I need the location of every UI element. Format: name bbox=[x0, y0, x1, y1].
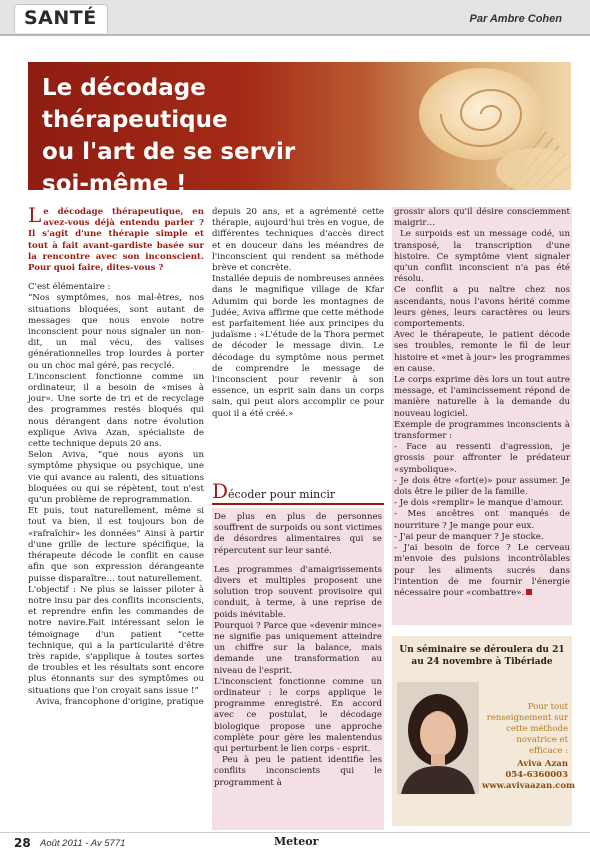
issue-date: Août 2011 - Av 5771 bbox=[40, 838, 126, 849]
list-item: - J'ai peur de manquer ? Je stocke. bbox=[394, 531, 544, 542]
paragraph: Et puis, tout naturellement, même si tout va bien, il est toujours bon de «rafraîchir» les données” Ainsi à partir d'une grille de lecture spécifique, la thérapeute décode le conflit en cause afin que son expression dérangeante puisse disparaître… tout naturellement. bbox=[28, 506, 204, 584]
paragraph: Installée depuis de nombreuses années dans le magnifique village de Kfar Adumim qui borde les montagnes de Judée, Aviva affirme que cette méthode est parfaitement liée aux principes du judaïsme : «L'étude de la Thora permet de décoder le message divin. Le décodage du symptôme nous permet de comprendre le message de l'inconscient pour revenir à son essence, un esprit sain dans un corps sain, qui peut alors accomplir ce pour quoi il a été créé.» bbox=[212, 274, 385, 419]
paragraph: Les programmes d'amaigrissements divers et multiples proposent une solution trop souvent provisoire qui conduit, à terme, à une reprise de poids inévitable. bbox=[214, 564, 382, 620]
paragraph: Ce conflit a pu naître chez nos ascendants, nous l'avons hérité comme leurs gènes, leurs caractères ou leurs comportements. bbox=[394, 285, 570, 330]
paragraph: Peu à peu le patient identifie les conflits inconscients qui le programment à bbox=[214, 755, 382, 788]
portrait-photo bbox=[397, 682, 479, 794]
paragraph: “Nos symptômes, nos mal-êtres, nos situations bloquées, sont autant de messages que nous envoie notre inconscient pour nous signaler un non-dit, un mal vécu, des valises générationnelles trop lourdes à porter ou un choc mal géré, pas recyclé. bbox=[28, 293, 204, 371]
paragraph: Le corps exprime dès lors un tout autre message, et l'amincissement répond de manière naturelle à la demande du nouveau logiciel. bbox=[394, 375, 570, 419]
footer-divider bbox=[0, 832, 590, 833]
section-title: SANTÉ bbox=[24, 7, 97, 29]
list-item: - Je dois «remplir» le manque d'amour. bbox=[394, 498, 564, 509]
paragraph: L'inconscient fonctionne comme un ordinateur, il a besoin de «mises à jour». Une sorte de tri et de recyclage des programmes restés bloqués qui nous dérangent dans notre évolution explique Aviva Azan, spécialiste de cette technique depuis 20 ans. bbox=[28, 371, 204, 450]
paragraph: depuis 20 ans, et a agrémenté cette thérapie, aujourd'hui très en vogue, de différentes techniques d'accès direct et en douceur dans les méandres de l'inconscient qui rendent sa méthode brève et concrète. bbox=[212, 207, 384, 274]
paragraph: Aviva, francophone d'origine, pratique bbox=[36, 696, 204, 707]
intro-paragraph bbox=[28, 203, 204, 274]
page-number: 28 bbox=[14, 836, 31, 850]
paragraph: Selon Aviva, “que nous ayons un symptôme physique ou psychique, une vie qui avance au ralenti, des situations bloquées ou qui se répètent, tout n'est qu'un problème de reprogrammation. bbox=[28, 450, 204, 506]
contact-phone: 054-6360003 bbox=[505, 770, 568, 780]
intro-text: e décodage thérapeutique, en avez-vous déjà entendu parler ? Il s'agit d'une thérapie simple et tout à fait avant-gardiste basée sur la rencontre avec son inconscient. Pour quoi faire, dites-vous ? bbox=[28, 207, 204, 274]
contact-name: Aviva Azan bbox=[517, 759, 568, 769]
title-line-1: Le décodage thérapeutique bbox=[42, 75, 228, 133]
list-item-text: - J'ai besoin de force ? Le cerveau m'envoie des pulsions incontrôlables pour les aliments sucrés dans l'intention de me fournir l'énergie nécessaire pour «combattre». bbox=[394, 543, 570, 598]
paragraph: C'est élémentaire : bbox=[28, 282, 111, 293]
author-byline: Par Ambre Cohen bbox=[469, 13, 562, 25]
seminar-title: Un séminaire se déroulera du 21 au 24 novembre à Tibériade bbox=[399, 645, 565, 667]
list-item: - Mes ancêtres ont manqués de nourriture ? Je mange pour eux. bbox=[394, 509, 570, 531]
paragraph: Exemple de programmes inconscients à transformer : bbox=[394, 419, 570, 442]
column-2-lower bbox=[212, 508, 384, 830]
seminar-contact bbox=[482, 702, 575, 792]
paragraph: grossir alors qu'il désire consciemment maigrir… bbox=[394, 207, 570, 229]
portrait-illustration bbox=[397, 682, 479, 794]
list-item: - Je dois être «fort(e)» pour assumer. Je dois être le pilier de la famille. bbox=[394, 475, 570, 498]
paragraph: De plus en plus de personnes souffrent de surpoids ou sont victimes de désordres alimentaires qui se répercutent sur leur santé. bbox=[214, 512, 382, 556]
column-1 bbox=[28, 203, 204, 708]
list-item bbox=[394, 543, 570, 599]
magazine-logo: Meteor bbox=[274, 835, 319, 848]
paragraph: Avec le thérapeute, le patient décode ses troubles, remonte le fil de leur histoire et «met à jour» les programmes en cause. bbox=[394, 330, 570, 374]
column-2 bbox=[212, 207, 384, 420]
header-divider bbox=[0, 34, 590, 36]
paragraph: Pourquoi ? Parce que «devenir mince» ne signifie pas uniquement atteindre un chiffre sur la balance, mais demande une transformation au niveau de l'esprit. bbox=[214, 620, 382, 676]
contact-website[interactable]: www.avivaazan.com bbox=[482, 781, 575, 791]
subheading bbox=[212, 475, 384, 503]
paragraph: L'objectif : Ne plus se laisser piloter à notre insu par des conflits inconscients, et reprendre enfin les commandes de notre navire.Fait intéressant selon le témoignage d'un patient “cette technique, qui a la particularité d'être très rapide, s'applique à toutes sortes de troubles et les résultats sont encore plus étonnants sur des symptômes ou situations que l'on croyait sans issue !” bbox=[28, 584, 204, 696]
title-line-2: ou l'art de se servir bbox=[42, 139, 296, 165]
seminar-info: Pour tout renseignement sur cette méthode novatrice et efficace : bbox=[486, 702, 568, 756]
paragraph: L'inconscient fonctionne comme un ordinateur : le corps applique le programme enregistré. En accord avec ce postulat, le décodage biologique propose une approche complète pour gère les malentendus qui perturbent le lien corps - esprit. bbox=[214, 676, 382, 755]
paragraph: Le surpoids est un message codé, un transposé, la transcription d'une histoire. Ce symptôme vient signaler qu'un conflit inconscient n'a pas été résolu. bbox=[394, 229, 570, 285]
article-title bbox=[42, 72, 372, 200]
list-item: - Face au ressenti d'agression, je grossis pour affronter le prédateur «symbolique». bbox=[394, 442, 570, 475]
title-line-3: soi-même ! bbox=[42, 171, 187, 197]
subheading-text: écoder pour mincir bbox=[228, 488, 336, 501]
subheading-cap: D bbox=[212, 479, 229, 503]
end-of-article-icon bbox=[526, 589, 532, 595]
column-3 bbox=[392, 207, 572, 625]
subheading-box bbox=[212, 475, 384, 505]
drop-cap: L bbox=[28, 203, 42, 227]
